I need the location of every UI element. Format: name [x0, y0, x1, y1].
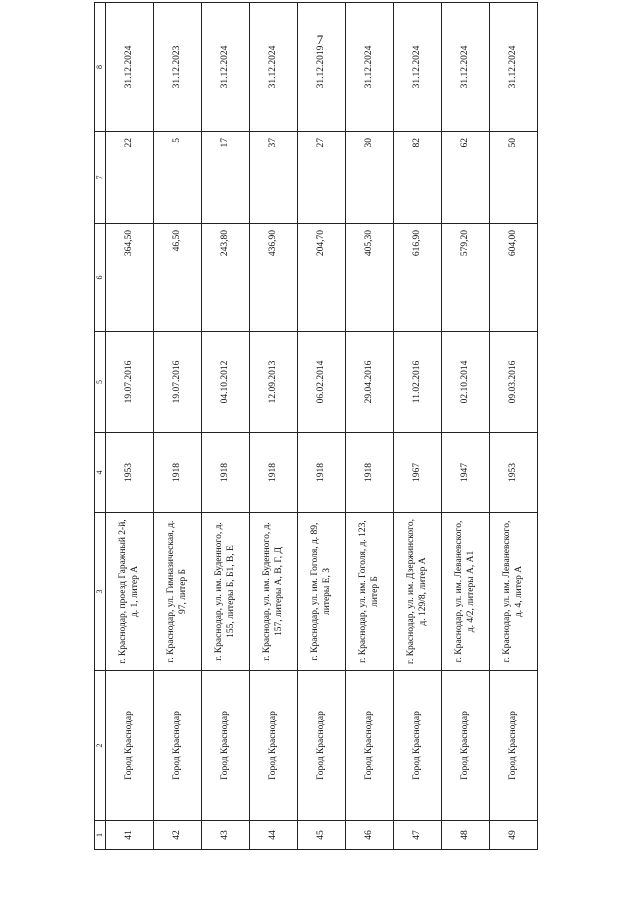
cell-address: г. Краснодар, ул. им. Гоголя, д. 89, литеры Е, З — [298, 513, 346, 671]
cell-date: 02.10.2014 — [442, 332, 490, 433]
cell-city: Город Краснодар — [202, 671, 250, 821]
cell-n: 48 — [442, 821, 490, 850]
table-row — [106, 3, 154, 850]
column-number: 7 — [95, 132, 106, 224]
cell-n: 46 — [346, 821, 394, 850]
cell-area: 616,90 — [394, 224, 442, 332]
table-row — [154, 3, 202, 850]
cell-year: 1953 — [106, 433, 154, 513]
cell-city: Город Краснодар — [346, 671, 394, 821]
cell-n: 43 — [202, 821, 250, 850]
cell-col7: 5 — [154, 132, 202, 224]
cell-city: Город Краснодар — [490, 671, 538, 821]
column-number: 3 — [95, 513, 106, 671]
housing-table — [94, 2, 538, 850]
table-row — [442, 3, 490, 850]
cell-area: 405,30 — [346, 224, 394, 332]
cell-col7: 62 — [442, 132, 490, 224]
cell-n: 44 — [250, 821, 298, 850]
table-row — [490, 3, 538, 850]
cell-area: 436,90 — [250, 224, 298, 332]
cell-col7: 27 — [298, 132, 346, 224]
cell-area: 364,50 — [106, 224, 154, 332]
cell-date: 19.07.2016 — [106, 332, 154, 433]
column-number: 2 — [95, 671, 106, 821]
cell-date: 04.10.2012 — [202, 332, 250, 433]
cell-date: 11.02.2016 — [394, 332, 442, 433]
rotated-table — [94, 45, 538, 850]
table-row — [394, 3, 442, 850]
cell-deadline: 31.12.2019 — [298, 3, 346, 132]
cell-deadline: 31.12.2024 — [346, 3, 394, 132]
page-number: 7 — [316, 32, 324, 47]
cell-address: г. Краснодар, ул. им. Дзержинского, д. 129/8, литер А — [394, 513, 442, 671]
cell-year: 1918 — [202, 433, 250, 513]
cell-date: 09.03.2016 — [490, 332, 538, 433]
cell-deadline: 31.12.2024 — [106, 3, 154, 132]
table-row — [202, 3, 250, 850]
cell-date: 19.07.2016 — [154, 332, 202, 433]
cell-city: Город Краснодар — [250, 671, 298, 821]
cell-n: 41 — [106, 821, 154, 850]
cell-deadline: 31.12.2024 — [202, 3, 250, 132]
cell-deadline: 31.12.2024 — [394, 3, 442, 132]
cell-deadline: 31.12.2024 — [490, 3, 538, 132]
cell-address: г. Краснодар, ул. им. Леваневского, д. 4/2, литеры А, А1 — [442, 513, 490, 671]
cell-n: 47 — [394, 821, 442, 850]
column-number-row — [95, 3, 106, 850]
table-container — [94, 45, 538, 850]
cell-col7: 50 — [490, 132, 538, 224]
cell-area: 579,20 — [442, 224, 490, 332]
cell-col7: 30 — [346, 132, 394, 224]
table-row — [298, 3, 346, 850]
table-row — [250, 3, 298, 850]
cell-city: Город Краснодар — [106, 671, 154, 821]
cell-city: Город Краснодар — [298, 671, 346, 821]
table-row — [346, 3, 394, 850]
cell-area: 604,00 — [490, 224, 538, 332]
cell-date: 06.02.2014 — [298, 332, 346, 433]
column-number: 1 — [95, 821, 106, 850]
cell-area: 204,70 — [298, 224, 346, 332]
cell-area: 46,50 — [154, 224, 202, 332]
cell-address: г. Краснодар, ул. им. Буденного, д. 157, литеры А, В, Г, Д — [250, 513, 298, 671]
cell-n: 49 — [490, 821, 538, 850]
cell-year: 1918 — [250, 433, 298, 513]
cell-area: 243,80 — [202, 224, 250, 332]
cell-n: 42 — [154, 821, 202, 850]
cell-year: 1947 — [442, 433, 490, 513]
cell-year: 1953 — [490, 433, 538, 513]
cell-address: г. Краснодар, ул. Гимназическая, д. 97, литер Б — [154, 513, 202, 671]
column-number: 6 — [95, 224, 106, 332]
cell-address: г. Краснодар, ул. им. Буденного, д. 155, литеры Б, Б1, В, Е — [202, 513, 250, 671]
cell-deadline: 31.12.2024 — [250, 3, 298, 132]
cell-year: 1918 — [298, 433, 346, 513]
cell-address: г. Краснодар, ул. им. Гоголя, д. 123, литер Б — [346, 513, 394, 671]
cell-deadline: 31.12.2024 — [442, 3, 490, 132]
cell-city: Город Краснодар — [394, 671, 442, 821]
column-number: 8 — [95, 3, 106, 132]
cell-col7: 22 — [106, 132, 154, 224]
cell-year: 1918 — [346, 433, 394, 513]
cell-city: Город Краснодар — [442, 671, 490, 821]
cell-address: г. Краснодар, ул. им. Леваневского, д. 4, литер А — [490, 513, 538, 671]
cell-year: 1967 — [394, 433, 442, 513]
cell-city: Город Краснодар — [154, 671, 202, 821]
cell-date: 12.09.2013 — [250, 332, 298, 433]
cell-deadline: 31.12.2023 — [154, 3, 202, 132]
column-number: 4 — [95, 433, 106, 513]
cell-n: 45 — [298, 821, 346, 850]
column-number: 5 — [95, 332, 106, 433]
cell-col7: 17 — [202, 132, 250, 224]
cell-date: 29.04.2016 — [346, 332, 394, 433]
cell-col7: 82 — [394, 132, 442, 224]
cell-col7: 37 — [250, 132, 298, 224]
table-body — [106, 3, 538, 850]
cell-address: г. Краснодар, проезд Гаражный 2-й, д. 1, литер А — [106, 513, 154, 671]
cell-year: 1918 — [154, 433, 202, 513]
